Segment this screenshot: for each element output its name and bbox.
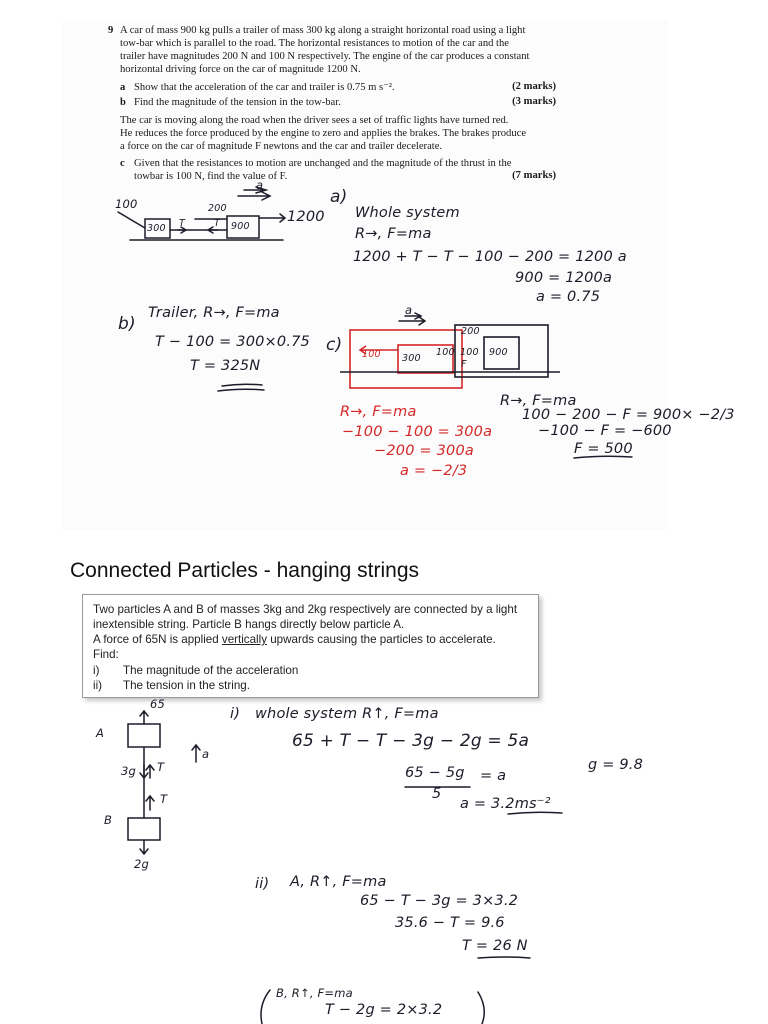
part-c-line-1: Given that the resistances to motion are unchanged and the magnitude of the thrust in the bbox=[134, 158, 512, 169]
pc-top-force: 200 bbox=[461, 326, 480, 337]
diag-driving-force: 1200 bbox=[287, 209, 325, 225]
particle-a-sketch bbox=[128, 724, 160, 747]
middle-line-2: He reduces the force produced by the engine to zero and applies the brakes. The brakes produce bbox=[120, 128, 527, 139]
part-a-letter: a bbox=[120, 82, 126, 93]
pc-tension-right: 100 bbox=[460, 347, 479, 358]
qbox-line-4: Find: bbox=[93, 648, 119, 661]
part-b-label: b) bbox=[118, 314, 136, 334]
slide-title: Connected Particles - hanging strings bbox=[70, 559, 420, 582]
intro-line-1: A car of mass 900 kg pulls a trailer of mass 300 kg along a straight horizontal road using a light bbox=[120, 25, 526, 36]
pc-brake-force: F bbox=[461, 359, 467, 370]
qbox-item-2-num: ii) bbox=[93, 679, 103, 692]
part-c-line-2: towbar is 100 N, find the value of F. bbox=[134, 171, 288, 182]
intro-line-4: horizontal driving force on the car of magnitude 1200 N. bbox=[120, 64, 361, 75]
part-a-label: a) bbox=[330, 187, 348, 207]
hang-accel: a bbox=[202, 747, 210, 761]
qbox-item-1-text: The magnitude of the acceleration bbox=[123, 664, 299, 677]
part-b-marks: (3 marks) bbox=[512, 96, 556, 107]
diag-t1: T bbox=[179, 218, 186, 229]
acceleration-arrow bbox=[238, 187, 270, 200]
part-ii-b-line-1: B, R↑, F=ma bbox=[276, 986, 353, 1000]
hang-force: 65 bbox=[150, 697, 166, 711]
part-ii-line-2: 65 − T − 3g = 3×3.2 bbox=[360, 893, 519, 909]
pc-red-line-3: −200 = 300a bbox=[374, 443, 474, 459]
part-b-letter: b bbox=[120, 97, 126, 108]
pc-car-mass: 900 bbox=[489, 347, 508, 358]
pc-accel: a bbox=[405, 303, 413, 317]
diag-mid-force: 200 bbox=[208, 203, 227, 214]
part-a-line-1: Whole system bbox=[355, 205, 460, 221]
middle-line-1: The car is moving along the road when the driver sees a set of traffic lights have turned red. bbox=[120, 115, 509, 126]
part-ii-line-4: T = 26 N bbox=[462, 938, 528, 954]
hang-label-b: B bbox=[104, 813, 113, 827]
diag-trailer-mass: 300 bbox=[147, 223, 166, 234]
hang-weight-b: 2g bbox=[134, 857, 150, 871]
part-a-line-5: a = 0.75 bbox=[536, 289, 601, 305]
part-c-label: c) bbox=[326, 335, 343, 355]
qbox-item-2-text: The tension in the string. bbox=[123, 679, 250, 692]
particle-b-sketch bbox=[128, 818, 160, 840]
hang-tension-2: T bbox=[160, 792, 168, 806]
pc-black-line-3: −100 − F = −600 bbox=[538, 423, 672, 439]
qbox-line-2: inextensible string. Particle B hangs directly below particle A. bbox=[93, 618, 405, 631]
resistance-arrow bbox=[118, 212, 145, 228]
pc-black-line-1: R→, F=ma bbox=[500, 393, 577, 409]
diag-car-mass: 900 bbox=[231, 221, 250, 232]
pc-trailer-mass: 300 bbox=[402, 353, 421, 364]
part-c-marks: (7 marks) bbox=[512, 170, 556, 181]
part-ii-line-3: 35.6 − T = 9.6 bbox=[395, 915, 505, 931]
intro-line-2: tow-bar which is parallel to the road. The horizontal resistances to motion of the car and the bbox=[120, 38, 509, 49]
middle-line-3: a force on the car of magnitude F newtons and the car and trailer decelerate. bbox=[120, 141, 443, 152]
applied-force-arrow bbox=[140, 711, 148, 724]
diag-left-force: 100 bbox=[115, 197, 138, 211]
part-b-line-2: T − 100 = 300×0.75 bbox=[155, 334, 310, 350]
part-i-label: i) bbox=[230, 706, 241, 722]
part-i-equals-a: = a bbox=[480, 768, 507, 784]
driving-arrow bbox=[259, 214, 285, 222]
part-b-line-1: Trailer, R→, F=ma bbox=[148, 305, 280, 321]
part-i-numerator: 65 − 5g bbox=[405, 765, 465, 781]
part-i-result: a = 3.2ms⁻² bbox=[460, 796, 551, 812]
part-b-line-3: T = 325N bbox=[190, 358, 261, 374]
hang-tension-1: T bbox=[157, 760, 165, 774]
pc-left-force: 100 bbox=[362, 349, 381, 360]
part-a-text: Show that the acceleration of the car and trailer is 0.75 m s⁻². bbox=[134, 82, 395, 93]
part-i-line-1: whole system R↑, F=ma bbox=[255, 706, 439, 722]
part-ii-b-line-2: T − 2g = 2×3.2 bbox=[325, 1002, 443, 1018]
hang-label-a: A bbox=[96, 726, 105, 740]
part-b-text: Find the magnitude of the tension in the tow-bar. bbox=[134, 97, 341, 108]
part-a-line-3: 1200 + T − T − 100 − 200 = 1200 a bbox=[353, 249, 627, 265]
diag-t2: T bbox=[214, 218, 221, 229]
question-number: 9 bbox=[108, 25, 114, 36]
qbox-item-1-num: i) bbox=[93, 664, 100, 677]
part-a-line-4: 900 = 1200a bbox=[515, 270, 613, 286]
pc-tension-left: 100 bbox=[436, 347, 455, 358]
part-ii-line-1: A, R↑, F=ma bbox=[290, 874, 387, 890]
pc-red-line-4: a = −2/3 bbox=[400, 463, 468, 479]
part-c-letter: c bbox=[120, 158, 125, 169]
part-i-line-2: 65 + T − T − 3g − 2g = 5a bbox=[292, 731, 530, 751]
pc-black-line-2: 100 − 200 − F = 900× −2/3 bbox=[522, 407, 735, 423]
acceleration-arrow-vertical bbox=[192, 745, 200, 762]
qbox-line-3: A force of 65N is applied vertically upwards causing the particles to accelerate. bbox=[93, 633, 496, 646]
intro-line-3: trailer have magnitudes 200 N and 100 N respectively. The engine of the car produces a constant bbox=[120, 51, 530, 62]
hang-weight-a: 3g bbox=[121, 764, 137, 778]
pc-black-line-4: F = 500 bbox=[574, 441, 633, 457]
part-a-marks: (2 marks) bbox=[512, 81, 556, 92]
part-i-denominator: 5 bbox=[432, 786, 442, 802]
part-a-line-2: R→, F=ma bbox=[355, 226, 432, 242]
qbox-line-1: Two particles A and B of masses 3kg and 2kg respectively are connected by a light bbox=[93, 603, 518, 616]
pc-red-line-2: −100 − 100 = 300a bbox=[342, 424, 493, 440]
question-box bbox=[82, 594, 539, 698]
pc-red-line-1: R→, F=ma bbox=[340, 404, 417, 420]
part-ii-label: ii) bbox=[255, 876, 270, 892]
g-value: g = 9.8 bbox=[588, 757, 644, 773]
diag-accel: a bbox=[256, 178, 264, 192]
